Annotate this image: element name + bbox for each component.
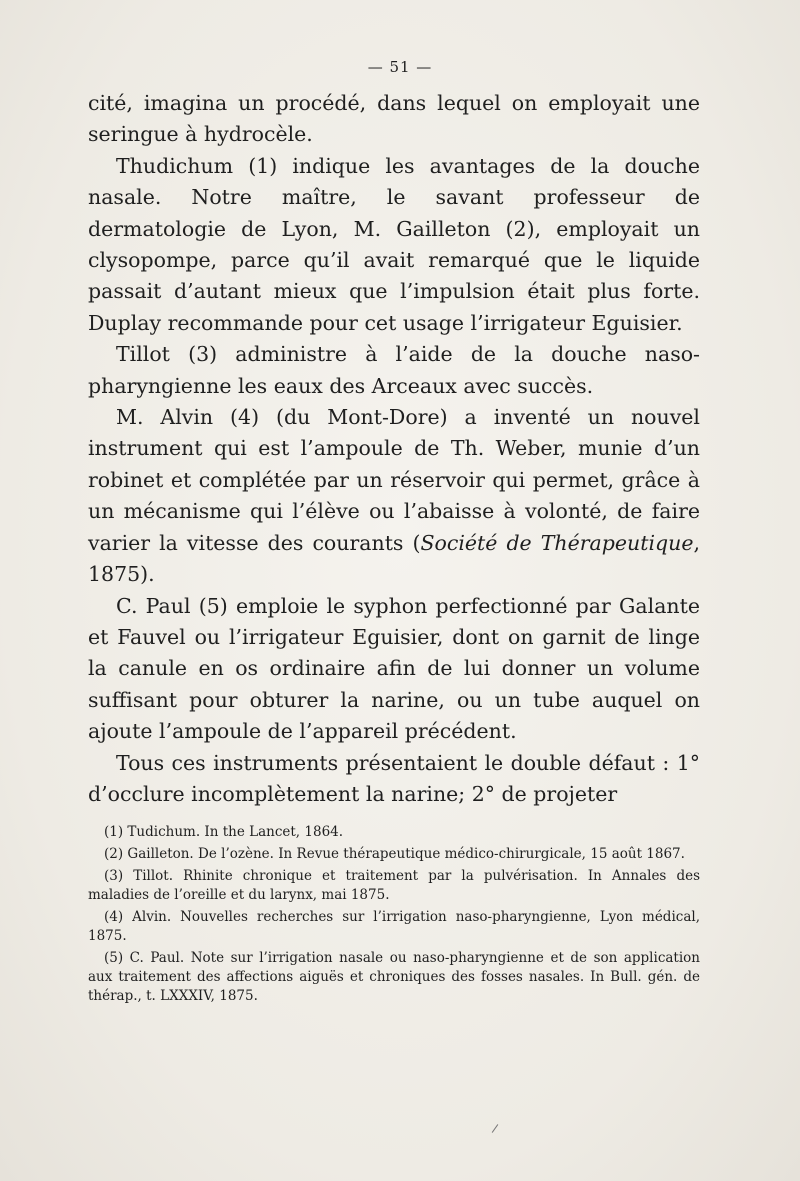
stray-pen-mark: [492, 1124, 499, 1133]
paragraph-4: [88, 402, 700, 590]
paragraph-4-text: M. Alvin (4) (du Mont-Dore) a inventé un nouvel instrument qui est l’ampoule de Th. Weber, munie d’un robinet et complétée par un réservoir qui permet, grâce à un mécanisme qui l’élève ou l’abaisse à volonté, de faire varier la vitesse des courants (: [88, 405, 700, 555]
footnote-4: (4) Alvin. Nouvelles recherches sur l’irrigation naso-pharyngienne, Lyon médical, 1875.: [88, 909, 700, 944]
page-number: — 51 —: [367, 58, 433, 76]
footnote-5: (5) C. Paul. Note sur l’irrigation nasale ou naso-pharyngienne et de son application aux traitement des affections aiguës et chroniques des fosses nasales. In Bull. gén. de thérap., t. LXXXIV, 1875.: [88, 950, 700, 1004]
footnote-2: (2) Gailleton. De l’ozène. In Revue thérapeutique médico-chirurgicale, 15 août 1867.: [104, 846, 685, 862]
paragraph-2: Thudichum (1) indique les avantages de la douche nasale. Notre maître, le savant professeur de dermatologie de Lyon, M. Gailleton (2), employait un clysopompe, parce qu’il avait remarqué que le liquide passait d’autant mieux que l’impulsion était plus forte. Duplay recommande pour cet usage l’irrigateur Eguisier.: [88, 153, 700, 335]
footnotes: [88, 823, 700, 1009]
paragraph-1: cité, imagina un procédé, dans lequel on employait une seringue à hydrocèle.: [88, 91, 700, 147]
paragraph-4-end: , 1875).: [88, 530, 700, 587]
paragraph-6: Tous ces instruments présentaient le double défaut : 1° d’occlure incomplètement la narine; 2° de projeter: [88, 750, 700, 806]
footnote-1: (1) Tudichum. In the Lancet, 1864.: [104, 824, 344, 840]
paragraph-3: Tillot (3) administre à l’aide de la douche naso-pharyngienne les eaux des Arceaux avec succès.: [88, 342, 700, 398]
body-text: [88, 88, 700, 810]
paragraph-4-italic: Société de Thérapeutique: [420, 530, 694, 555]
paragraph-5: C. Paul (5) emploie le syphon perfectionné par Galante et Fauvel ou l’irrigateur Eguisier, dont on garnit de linge la canule en os ordinaire afin de lui donner un volume suffisant pour obturer la narine, ou un tube auquel on ajoute l’ampoule de l’appareil précédent.: [88, 593, 700, 744]
footnote-3: (3) Tillot. Rhinite chronique et traitement par la pulvérisation. In Annales des maladies de l’oreille et du larynx, mai 1875.: [88, 868, 700, 903]
